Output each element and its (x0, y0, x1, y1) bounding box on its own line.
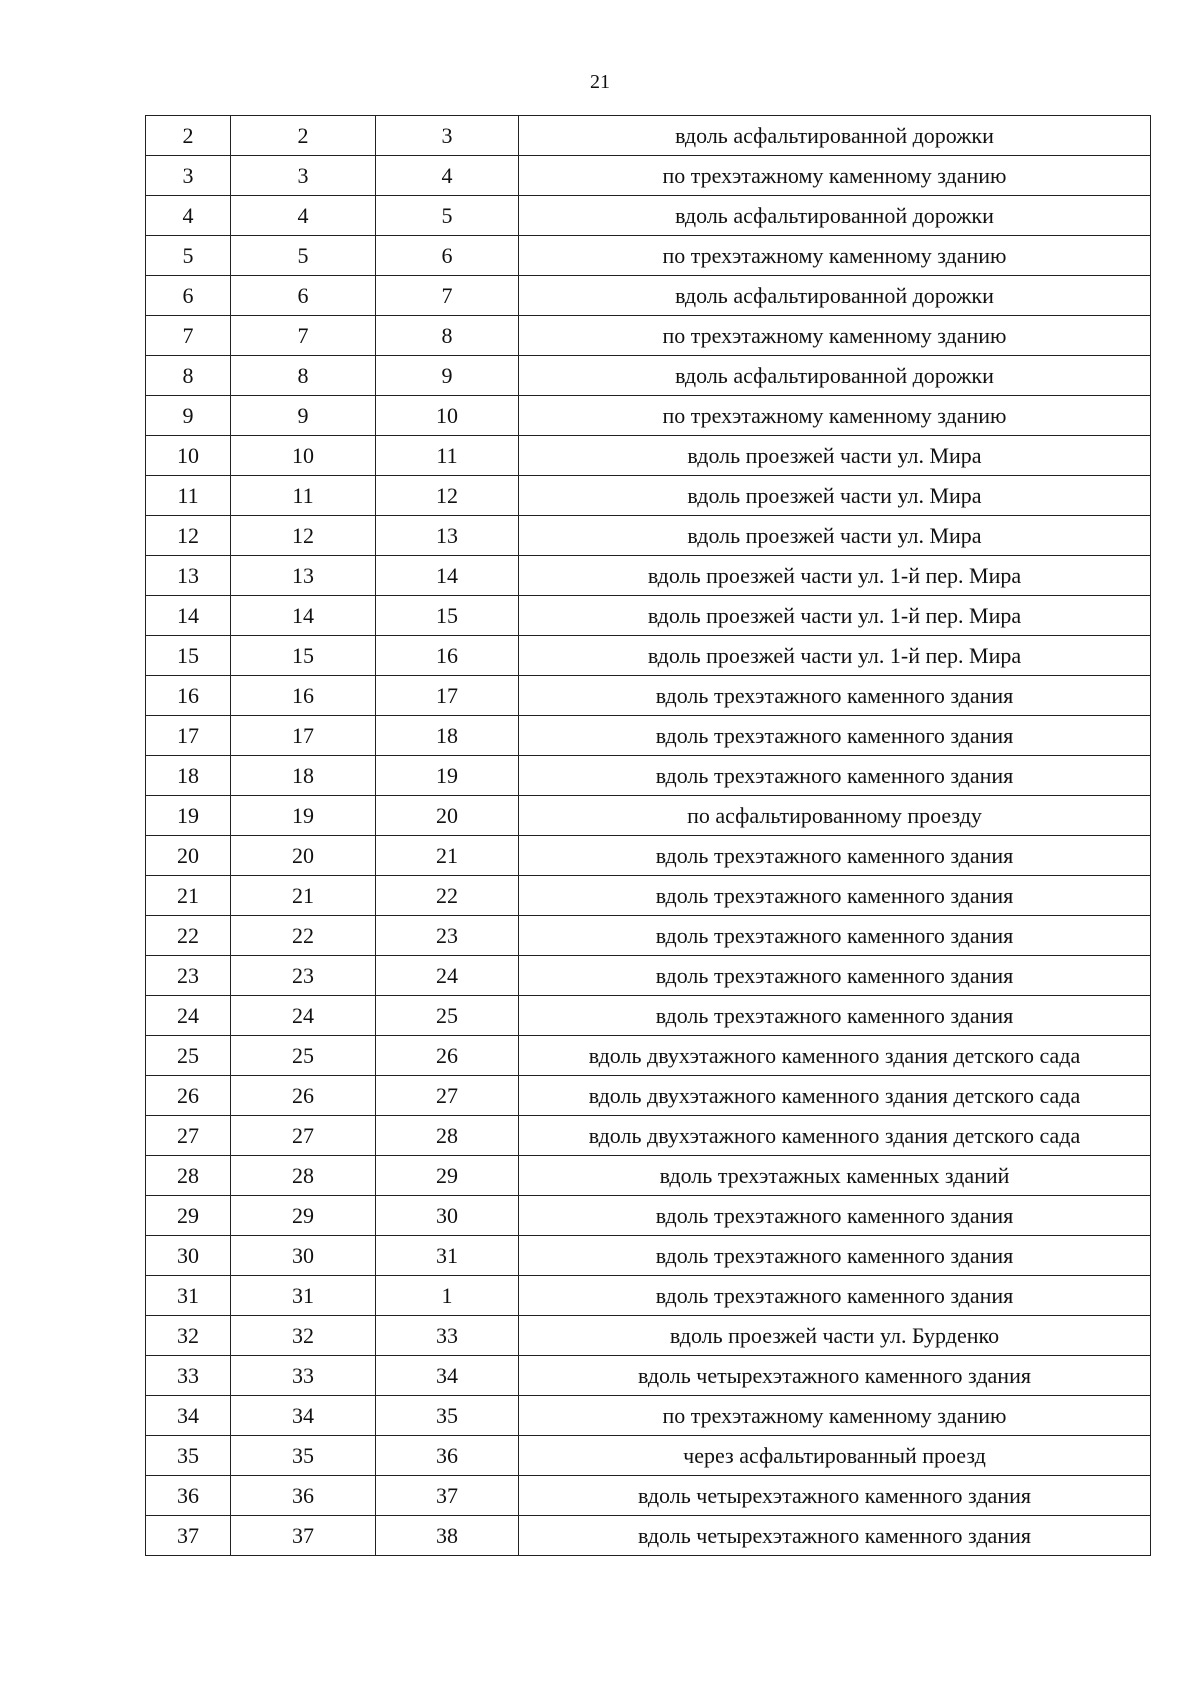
to-point-cell: 26 (376, 1036, 519, 1076)
description-cell: вдоль четырехэтажного каменного здания (519, 1476, 1151, 1516)
from-point-cell: 17 (231, 716, 376, 756)
from-point-cell: 34 (231, 1396, 376, 1436)
table-row (146, 1476, 1151, 1516)
row-number-cell: 4 (146, 196, 231, 236)
description-cell: по трехэтажному каменному зданию (519, 316, 1151, 356)
to-point-cell: 6 (376, 236, 519, 276)
row-number-cell: 26 (146, 1076, 231, 1116)
to-point-cell: 37 (376, 1476, 519, 1516)
to-point-cell: 13 (376, 516, 519, 556)
to-point-cell: 20 (376, 796, 519, 836)
to-point-cell: 34 (376, 1356, 519, 1396)
row-number-cell: 32 (146, 1316, 231, 1356)
table-row (146, 116, 1151, 156)
description-cell: по трехэтажному каменному зданию (519, 1396, 1151, 1436)
from-point-cell: 5 (231, 236, 376, 276)
row-number-cell: 29 (146, 1196, 231, 1236)
from-point-cell: 2 (231, 116, 376, 156)
table-row (146, 556, 1151, 596)
description-cell: вдоль проезжей части ул. Мира (519, 436, 1151, 476)
from-point-cell: 8 (231, 356, 376, 396)
description-cell: вдоль трехэтажного каменного здания (519, 1236, 1151, 1276)
to-point-cell: 24 (376, 956, 519, 996)
description-cell: по трехэтажному каменному зданию (519, 156, 1151, 196)
description-cell: вдоль асфальтированной дорожки (519, 276, 1151, 316)
table-row (146, 476, 1151, 516)
row-number-cell: 8 (146, 356, 231, 396)
description-cell: вдоль трехэтажного каменного здания (519, 1196, 1151, 1236)
to-point-cell: 16 (376, 636, 519, 676)
to-point-cell: 36 (376, 1436, 519, 1476)
to-point-cell: 5 (376, 196, 519, 236)
row-number-cell: 31 (146, 1276, 231, 1316)
from-point-cell: 22 (231, 916, 376, 956)
from-point-cell: 25 (231, 1036, 376, 1076)
table-row (146, 1076, 1151, 1116)
row-number-cell: 36 (146, 1476, 231, 1516)
table-row (146, 236, 1151, 276)
from-point-cell: 26 (231, 1076, 376, 1116)
from-point-cell: 14 (231, 596, 376, 636)
description-cell: вдоль асфальтированной дорожки (519, 116, 1151, 156)
to-point-cell: 15 (376, 596, 519, 636)
row-number-cell: 22 (146, 916, 231, 956)
from-point-cell: 37 (231, 1516, 376, 1556)
to-point-cell: 7 (376, 276, 519, 316)
table-row (146, 356, 1151, 396)
from-point-cell: 24 (231, 996, 376, 1036)
description-cell: вдоль трехэтажного каменного здания (519, 996, 1151, 1036)
from-point-cell: 7 (231, 316, 376, 356)
to-point-cell: 25 (376, 996, 519, 1036)
row-number-cell: 23 (146, 956, 231, 996)
to-point-cell: 23 (376, 916, 519, 956)
row-number-cell: 5 (146, 236, 231, 276)
description-cell: вдоль трехэтажного каменного здания (519, 956, 1151, 996)
table-row (146, 1276, 1151, 1316)
to-point-cell: 3 (376, 116, 519, 156)
to-point-cell: 29 (376, 1156, 519, 1196)
description-cell: через асфальтированный проезд (519, 1436, 1151, 1476)
to-point-cell: 12 (376, 476, 519, 516)
from-point-cell: 19 (231, 796, 376, 836)
to-point-cell: 11 (376, 436, 519, 476)
row-number-cell: 9 (146, 396, 231, 436)
row-number-cell: 7 (146, 316, 231, 356)
from-point-cell: 28 (231, 1156, 376, 1196)
to-point-cell: 1 (376, 1276, 519, 1316)
description-cell: вдоль проезжей части ул. 1-й пер. Мира (519, 556, 1151, 596)
from-point-cell: 31 (231, 1276, 376, 1316)
description-cell: вдоль четырехэтажного каменного здания (519, 1356, 1151, 1396)
table-row (146, 876, 1151, 916)
description-cell: вдоль асфальтированной дорожки (519, 356, 1151, 396)
table-row (146, 1036, 1151, 1076)
description-cell: вдоль проезжей части ул. 1-й пер. Мира (519, 636, 1151, 676)
description-cell: вдоль трехэтажного каменного здания (519, 716, 1151, 756)
to-point-cell: 8 (376, 316, 519, 356)
to-point-cell: 4 (376, 156, 519, 196)
to-point-cell: 19 (376, 756, 519, 796)
description-cell: вдоль асфальтированной дорожки (519, 196, 1151, 236)
table-row (146, 1196, 1151, 1236)
description-cell: вдоль двухэтажного каменного здания детского сада (519, 1076, 1151, 1116)
from-point-cell: 9 (231, 396, 376, 436)
row-number-cell: 21 (146, 876, 231, 916)
row-number-cell: 25 (146, 1036, 231, 1076)
from-point-cell: 13 (231, 556, 376, 596)
from-point-cell: 4 (231, 196, 376, 236)
from-point-cell: 12 (231, 516, 376, 556)
description-cell: вдоль трехэтажного каменного здания (519, 1276, 1151, 1316)
row-number-cell: 33 (146, 1356, 231, 1396)
table-row (146, 316, 1151, 356)
row-number-cell: 3 (146, 156, 231, 196)
table-row (146, 516, 1151, 556)
description-cell: вдоль трехэтажного каменного здания (519, 756, 1151, 796)
description-cell: вдоль трехэтажных каменных зданий (519, 1156, 1151, 1196)
from-point-cell: 27 (231, 1116, 376, 1156)
table-row (146, 436, 1151, 476)
row-number-cell: 15 (146, 636, 231, 676)
description-cell: вдоль двухэтажного каменного здания детского сада (519, 1036, 1151, 1076)
from-point-cell: 3 (231, 156, 376, 196)
row-number-cell: 14 (146, 596, 231, 636)
from-point-cell: 32 (231, 1316, 376, 1356)
row-number-cell: 27 (146, 1116, 231, 1156)
table-row (146, 1316, 1151, 1356)
table-row (146, 996, 1151, 1036)
from-point-cell: 6 (231, 276, 376, 316)
row-number-cell: 10 (146, 436, 231, 476)
from-point-cell: 20 (231, 836, 376, 876)
from-point-cell: 29 (231, 1196, 376, 1236)
from-point-cell: 16 (231, 676, 376, 716)
description-cell: вдоль проезжей части ул. Мира (519, 476, 1151, 516)
to-point-cell: 21 (376, 836, 519, 876)
table-body (146, 116, 1151, 1556)
from-point-cell: 30 (231, 1236, 376, 1276)
table-row (146, 636, 1151, 676)
description-cell: вдоль трехэтажного каменного здания (519, 836, 1151, 876)
to-point-cell: 33 (376, 1316, 519, 1356)
to-point-cell: 27 (376, 1076, 519, 1116)
table-row (146, 756, 1151, 796)
to-point-cell: 35 (376, 1396, 519, 1436)
table-row (146, 1436, 1151, 1476)
from-point-cell: 21 (231, 876, 376, 916)
description-cell: вдоль проезжей части ул. Бурденко (519, 1316, 1151, 1356)
to-point-cell: 22 (376, 876, 519, 916)
row-number-cell: 6 (146, 276, 231, 316)
from-point-cell: 23 (231, 956, 376, 996)
description-cell: вдоль трехэтажного каменного здания (519, 916, 1151, 956)
from-point-cell: 36 (231, 1476, 376, 1516)
description-cell: вдоль четырехэтажного каменного здания (519, 1516, 1151, 1556)
row-number-cell: 37 (146, 1516, 231, 1556)
row-number-cell: 2 (146, 116, 231, 156)
row-number-cell: 11 (146, 476, 231, 516)
description-cell: вдоль трехэтажного каменного здания (519, 676, 1151, 716)
from-point-cell: 15 (231, 636, 376, 676)
description-cell: вдоль трехэтажного каменного здания (519, 876, 1151, 916)
table-row (146, 276, 1151, 316)
to-point-cell: 17 (376, 676, 519, 716)
to-point-cell: 30 (376, 1196, 519, 1236)
to-point-cell: 18 (376, 716, 519, 756)
table-row (146, 916, 1151, 956)
description-cell: по трехэтажному каменному зданию (519, 396, 1151, 436)
to-point-cell: 14 (376, 556, 519, 596)
to-point-cell: 38 (376, 1516, 519, 1556)
table-row (146, 1396, 1151, 1436)
row-number-cell: 19 (146, 796, 231, 836)
table-row (146, 956, 1151, 996)
row-number-cell: 30 (146, 1236, 231, 1276)
description-cell: по асфальтированному проезду (519, 796, 1151, 836)
row-number-cell: 16 (146, 676, 231, 716)
table-row (146, 836, 1151, 876)
table-row (146, 1516, 1151, 1556)
table-row (146, 596, 1151, 636)
from-point-cell: 35 (231, 1436, 376, 1476)
row-number-cell: 34 (146, 1396, 231, 1436)
to-point-cell: 31 (376, 1236, 519, 1276)
description-cell: вдоль двухэтажного каменного здания детского сада (519, 1116, 1151, 1156)
table-row (146, 676, 1151, 716)
to-point-cell: 10 (376, 396, 519, 436)
from-point-cell: 11 (231, 476, 376, 516)
table-row (146, 1236, 1151, 1276)
table-row (146, 1156, 1151, 1196)
table-row (146, 796, 1151, 836)
to-point-cell: 9 (376, 356, 519, 396)
table-row (146, 156, 1151, 196)
row-number-cell: 18 (146, 756, 231, 796)
from-point-cell: 33 (231, 1356, 376, 1396)
to-point-cell: 28 (376, 1116, 519, 1156)
row-number-cell: 35 (146, 1436, 231, 1476)
row-number-cell: 20 (146, 836, 231, 876)
description-cell: вдоль проезжей части ул. Мира (519, 516, 1151, 556)
description-cell: по трехэтажному каменному зданию (519, 236, 1151, 276)
table-row (146, 716, 1151, 756)
row-number-cell: 24 (146, 996, 231, 1036)
boundary-description-table (145, 115, 1151, 1556)
table-row (146, 396, 1151, 436)
page-number: 21 (590, 71, 610, 93)
from-point-cell: 18 (231, 756, 376, 796)
row-number-cell: 13 (146, 556, 231, 596)
table-row (146, 1356, 1151, 1396)
row-number-cell: 28 (146, 1156, 231, 1196)
description-cell: вдоль проезжей части ул. 1-й пер. Мира (519, 596, 1151, 636)
row-number-cell: 17 (146, 716, 231, 756)
row-number-cell: 12 (146, 516, 231, 556)
table-row (146, 1116, 1151, 1156)
from-point-cell: 10 (231, 436, 376, 476)
table-row (146, 196, 1151, 236)
